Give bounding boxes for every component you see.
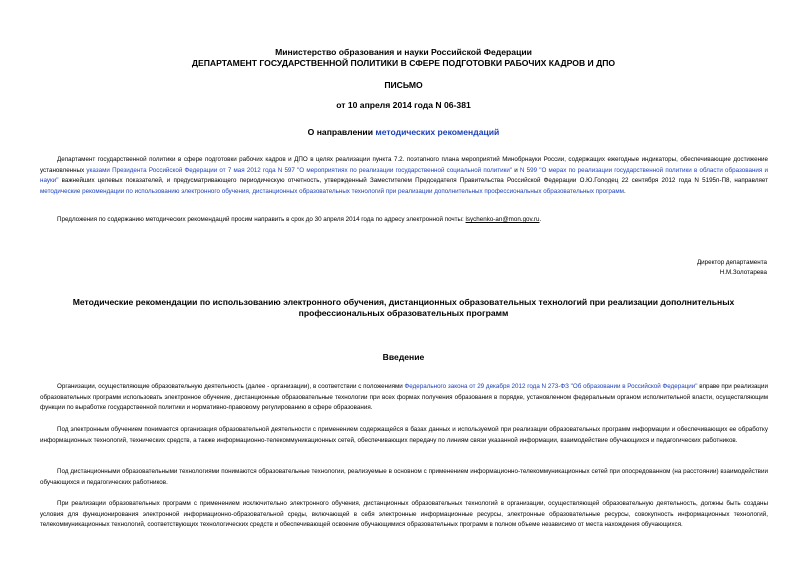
text-span: вправе при реализации образовательных программ использовать электронное обучение, дистанционные образовательные технологии при всех формах получения образования в порядке, установленном федеральным органом исполнительной власти, осуществляющим функции по выработке государственной политики и нормативно-правовому регулированию в сфере образования. — [40, 383, 768, 412]
text-span: важнейших целевых показателей, и предусматривающего периодическую отчетность, утвержденный Заместителем Председателя Правительства Российской Федерации О.Ю.Голодец 22 сентября 2012 года N 5195п-П8, направляет — [58, 177, 768, 185]
letter-paragraph-1 — [40, 155, 768, 197]
email-link[interactable]: lsychenko-an@mon.gov.ru — [465, 216, 540, 223]
text-span: . — [623, 187, 626, 195]
letter-paragraph-2 — [40, 215, 768, 226]
intro-paragraph-4: При реализации образовательных программ с применением исключительно электронного обучения, дистанционных образовательных технологий в организации, осуществляющей образовательную деятельность, должны быть созданы условия для функционирования электронной информационно-образовательной среды, включающей в себя электронные информационные ресурсы, электронные образовательные ресурсы, совокупность информационных технологий, телекоммуникационных технологий, соответствующих технологических средств и обеспечивающей освоение обучающимися образовательных программ в полном объеме независимо от места нахождения обучающихся. — [40, 500, 768, 529]
doc-date-number: от 10 апреля 2014 года N 06-381 — [336, 100, 471, 110]
intro-paragraph-1 — [40, 382, 768, 414]
recommendations-title: Методические рекомендации по использованию электронного обучения, дистанционных образовательных технологий при реализации дополнительных профессиональных образовательных программ — [72, 297, 735, 318]
signer-name: Н.М.Золотарева — [719, 269, 767, 276]
decree-599-link[interactable]: N 599 "О мерах по реализации государственной политики в области образования и науки" — [40, 166, 768, 185]
department-name: ДЕПАРТАМЕНТ ГОСУДАРСТВЕННОЙ ПОЛИТИКИ В СФЕРЕ ПОДГОТОВКИ РАБОЧИХ КАДРОВ И ДПО — [191, 58, 616, 68]
doc-subject — [0, 127, 807, 137]
text-span: и — [512, 166, 520, 174]
text-span: Организации, осуществляющие образовательную деятельность (далее - организации), в соответствии с положениями — [57, 383, 405, 390]
intro-heading: Введение — [382, 352, 425, 362]
text-span: Предложения по содержанию методических рекомендаций просим направить в срок до 30 апреля 2014 года по адресу электронной почты: — [57, 216, 466, 223]
recommendations-link[interactable]: методические рекомендации по использованию электронного обучения, дистанционных образовательных технологий при реализации дополнительных профессиональных образовательных программ — [40, 187, 624, 195]
signer-title: Директор департамента — [696, 259, 767, 266]
intro-paragraph-2: Под электронным обучением понимается организация образовательной деятельности с применением содержащейся в базах данных и используемой при реализации образовательных программ информации и обеспечивающих ее обработку информационных технологий, технических средств, а также информационно-телекоммуникационных сетей, обеспечивающих передачу по линиям связи указанной информации, взаимодействие обучающихся и педагогических работников. — [40, 426, 768, 444]
ministry-name: Министерство образования и науки Российской Федерации — [275, 47, 532, 57]
federal-law-link[interactable]: Федерального закона от 29 декабря 2012 года N 273-ФЗ "Об образовании в Российской Федерации" — [404, 383, 698, 390]
decree-597-link[interactable]: указами Президента Российской Федерации от 7 мая 2012 года N 597 "О мероприятиях по реализации государственной социальной политики" — [86, 166, 513, 174]
text-span: . — [539, 216, 542, 223]
subject-prefix: О направлении — [307, 127, 376, 137]
intro-paragraph-3: Под дистанционными образовательными технологиями понимаются образовательные технологии, реализуемые в основном с применением информационно-телекоммуникационных сетей при опосредованном (на расстоянии) взаимодействии обучающихся и педагогических работников. — [40, 468, 768, 486]
doc-type: ПИСЬМО — [384, 80, 423, 90]
subject-link[interactable]: методических рекомендаций — [375, 127, 500, 137]
text-span: Департамент государственной политики в сфере подготовки рабочих кадров и ДПО в целях реализации пункта 7.2. поэтапного плана мероприятий Минобрнауки России, содержащих ежегодные индикаторы, обеспечивающие достижение установленных — [40, 156, 768, 174]
